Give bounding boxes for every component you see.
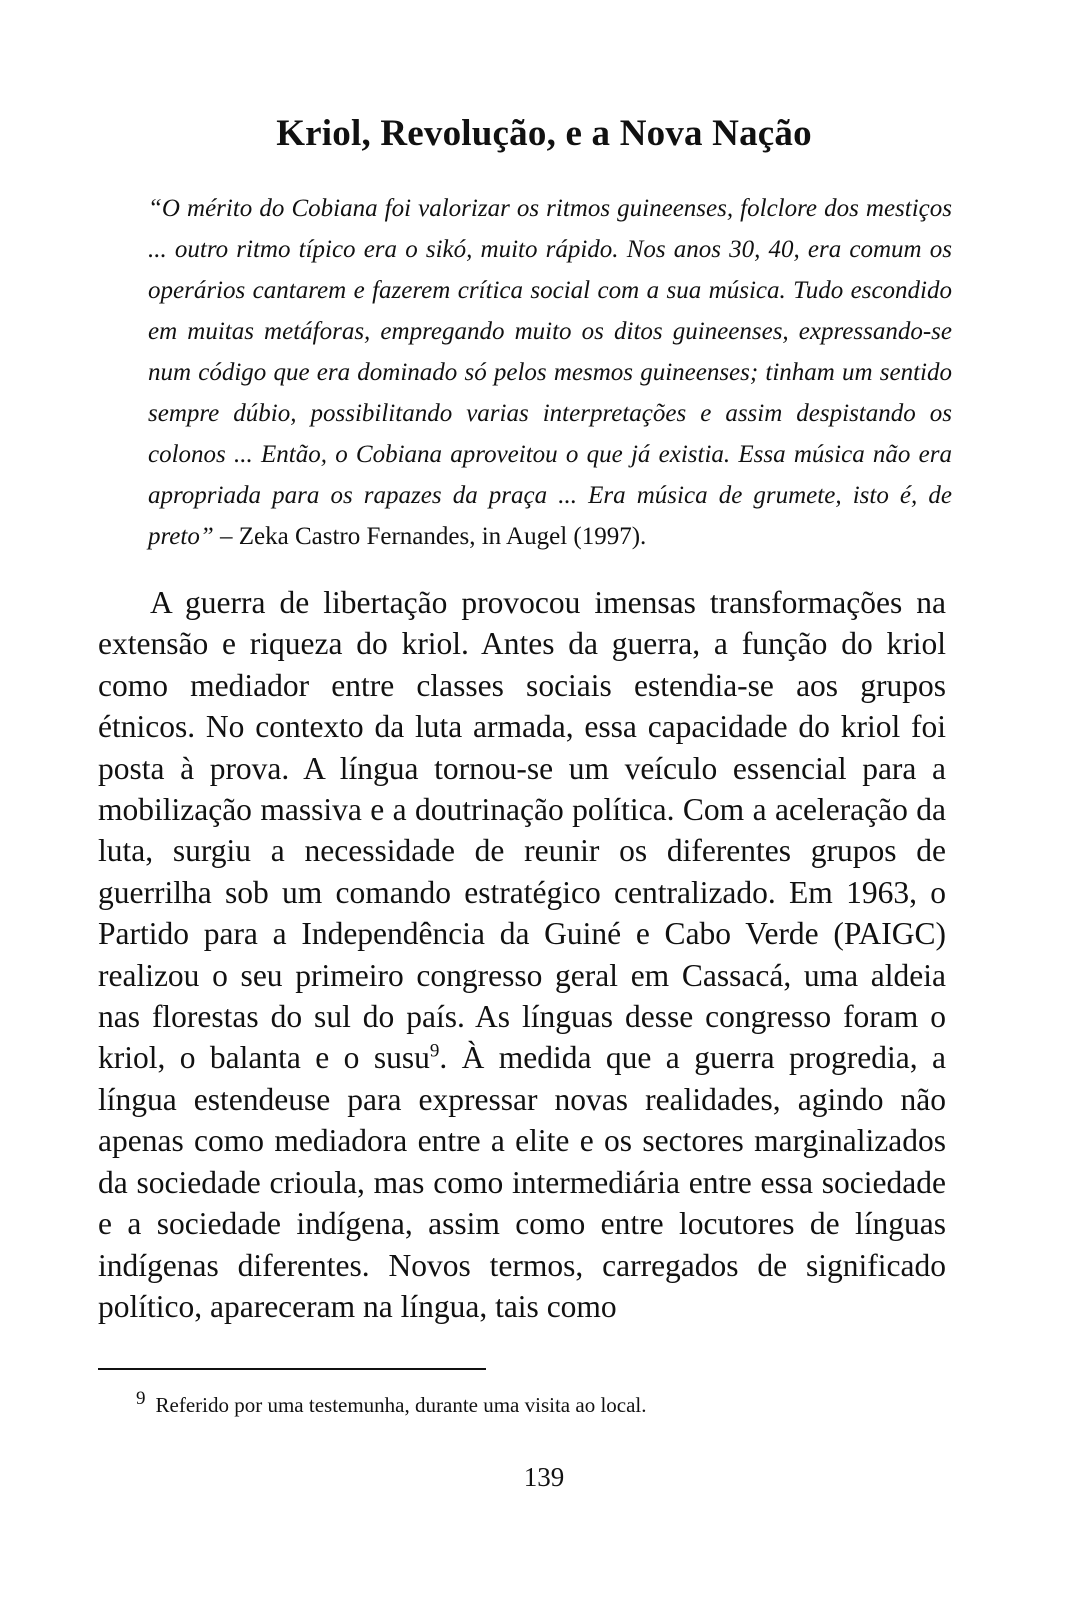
- body-text-part-1: A guerra de libertação provocou imensas transformações na extensão e riqueza do kriol. Antes da guerra, a função do kriol como mediador entre classes sociais estendia-se aos grupos étnicos. No contexto da luta armada, essa capacidade do kriol foi posta à prova. A língua tornou-se um veículo essencial para a mobilização massiva e a doutrinação política. Com a aceleração da luta, surgiu a necessidade de reunir os diferentes grupos de guerrilha sob um comando estratégico centralizado. Em 1963, o Partido para a Independência da Guiné e Cabo Verde (PAIGC) realizou o seu primeiro congresso geral em Cassacá, uma aldeia nas florestas do sul do país. As línguas desse congresso foram o kriol, o balanta e o susu: [98, 585, 946, 1076]
- footnote-text: Referido por uma testemunha, durante uma visita ao local.: [155, 1393, 647, 1417]
- footnote: [136, 1390, 936, 1420]
- footnote-number: 9: [136, 1388, 146, 1409]
- page-number: 139: [523, 1462, 565, 1492]
- footnote-divider: [98, 1368, 486, 1370]
- epigraph-attribution: – Zeka Castro Fernandes, in Augel (1997).: [213, 523, 647, 550]
- epigraph: [148, 188, 952, 557]
- epigraph-quote: “O mérito do Cobiana foi valorizar os ritmos guineenses, folclore dos mestiços ... outro ritmo típico era o sikó, muito rápido. Nos anos 30, 40, era comum os operários cantarem e fazerem crítica social com a sua música. Tudo escondido em muitas metáforas, empregando muito os ditos guineenses, expressando-se num código que era dominado só pelos mesmos guineenses; tinham um sentido sempre dúbio, possibilitando varias interpretações e assim despistando os colonos ... Então, o Cobiana aproveitou o que já existia. Essa música não era apropriada para os rapazes da praça ... Era música de grumete, isto é, de preto”: [148, 195, 952, 550]
- section-title: Kriol, Revolução, e a Nova Nação: [276, 113, 812, 154]
- body-paragraph: [98, 582, 946, 1327]
- footnote-reference[interactable]: 9: [429, 1040, 440, 1062]
- body-text-part-2: . À medida que a guerra progredia, a língua estendeuse para expressar novas realidades, agindo não apenas como mediadora entre a elite e os sectores marginalizados da sociedade crioula, mas como intermediária entre essa sociedade e a sociedade indígena, assim como entre locutores de línguas indígenas diferentes. Novos termos, carregados de significado político, apareceram na língua, tais como: [98, 1040, 946, 1324]
